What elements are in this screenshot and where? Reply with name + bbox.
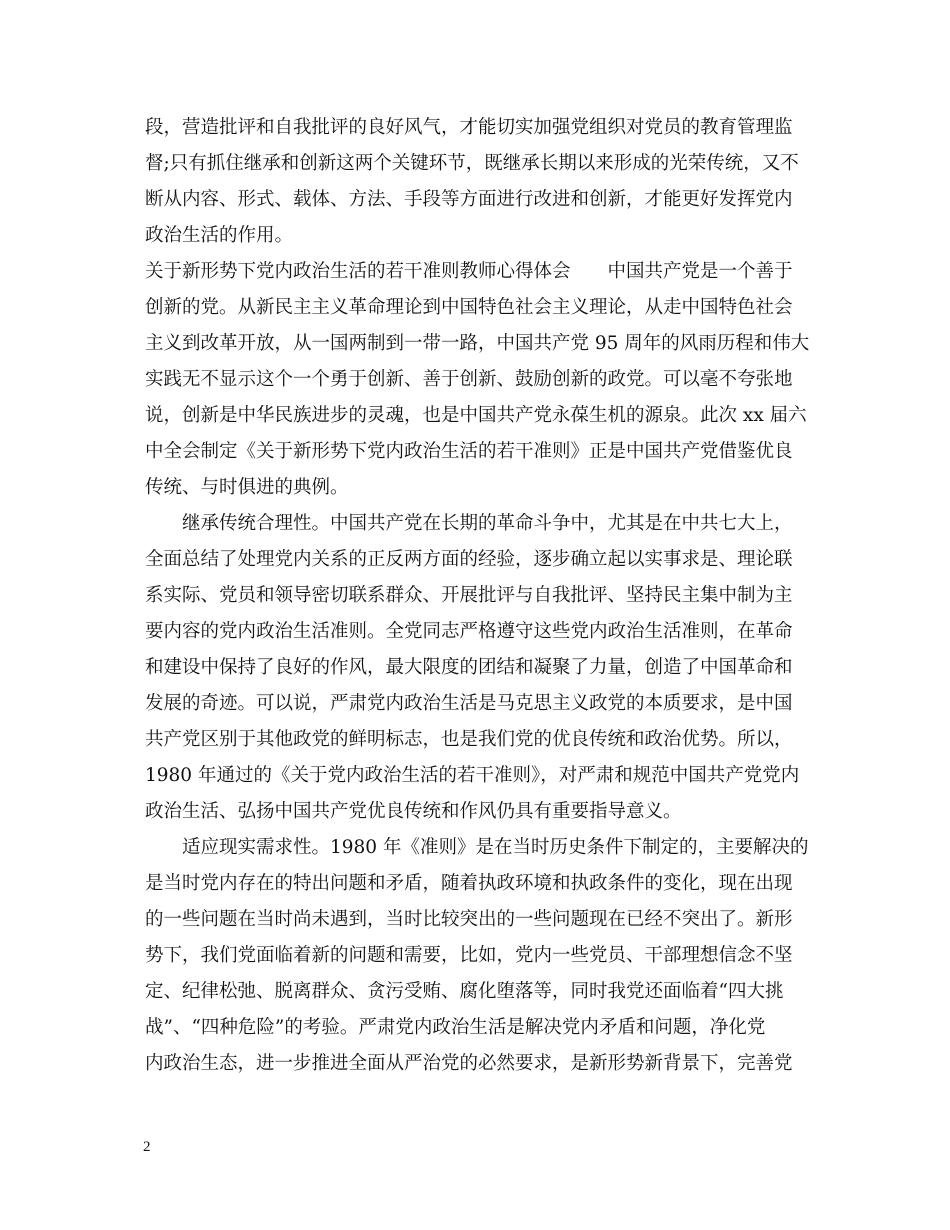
text-line: 定、纪律松弛、脱离群众、贪污受贿、腐化堕落等，同时我党还面临着“四大挑 xyxy=(145,981,784,1002)
text-line: 是当时党内存在的特出问题和矛盾，随着执政环境和执政条件的变化，现在出现 xyxy=(145,873,793,894)
text-line: 1980 年通过的《关于党内政治生活的若干准则》，对严肃和规范中国共产党党内 xyxy=(145,765,800,786)
text-line: 断从内容、形式、载体、方法、手段等方面进行改进和创新，才能更好发挥党内 xyxy=(145,189,793,210)
text-line: 共产党区别于其他政党的鲜明标志，也是我们党的优良传统和政治优势。所以， xyxy=(145,729,793,750)
text-line: 要内容的党内政治生活准则。全党同志严格遵守这些党内政治生活准则，在革命 xyxy=(145,621,793,642)
text-line: 传统、与时俱进的典例。 xyxy=(145,477,349,498)
text-line: 说，创新是中华民族进步的灵魂，也是中国共产党永葆生机的源泉。此次 xx 届六 xyxy=(145,405,807,426)
text-line: 势下，我们党面临着新的问题和需要，比如，党内一些党员、干部理想信念不坚 xyxy=(145,945,793,966)
text-line: 继承传统合理性。中国共产党在长期的革命斗争中，尤其是在中共七大上， xyxy=(145,513,793,534)
text-line: 政治生活的作用。 xyxy=(145,225,294,246)
text-line: 段，营造批评和自我批评的良好风气，才能切实加强党组织对党员的教育管理监 xyxy=(145,117,793,138)
text-line: 发展的奇迹。可以说，严肃党内政治生活是马克思主义政党的本质要求，是中国 xyxy=(145,693,793,714)
text-line: 主义到改革开放，从一国两制到一带一路，中国共产党 95 周年的风雨历程和伟大 xyxy=(145,333,810,354)
text-line: 中全会制定《关于新形势下党内政治生活的若干准则》正是中国共产党借鉴优良 xyxy=(145,441,793,462)
text-line: 和建设中保持了良好的作风，最大限度的团结和凝聚了力量，创造了中国革命和 xyxy=(145,657,793,678)
text-line: 适应现实需求性。1980 年《准则》是在当时历史条件下制定的，主要解决的 xyxy=(145,837,809,858)
text-line: 系实际、党员和领导密切联系群众、开展批评与自我批评、坚持民主集中制为主 xyxy=(145,585,793,606)
text-line: 战”、“四种危险”的考验。严肃党内政治生活是解决党内矛盾和问题，净化党 xyxy=(145,1017,766,1038)
text-line: 督;只有抓住继承和创新这两个关键环节，既继承长期以来形成的光荣传统，又不 xyxy=(145,153,799,174)
text-line: 全面总结了处理党内关系的正反两方面的经验，逐步确立起以实事求是、理论联 xyxy=(145,549,793,570)
text-line: 的一些问题在当时尚未遇到，当时比较突出的一些问题现在已经不突出了。新形 xyxy=(145,909,793,930)
text-line: 实践无不显示这个一个勇于创新、善于创新、鼓励创新的政党。可以毫不夸张地 xyxy=(145,369,793,390)
text-line: 政治生活、弘扬中国共产党优良传统和作风仍具有重要指导意义。 xyxy=(145,801,682,822)
text-line: 关于新形势下党内政治生活的若干准则教师心得体会 中国共产党是一个善于 xyxy=(145,261,793,282)
page-number: 2 xyxy=(143,1139,151,1155)
text-line: 创新的党。从新民主主义革命理论到中国特色社会主义理论，从走中国特色社会 xyxy=(145,297,793,318)
text-line: 内政治生态，进一步推进全面从严治党的必然要求，是新形势新背景下，完善党 xyxy=(145,1053,793,1074)
